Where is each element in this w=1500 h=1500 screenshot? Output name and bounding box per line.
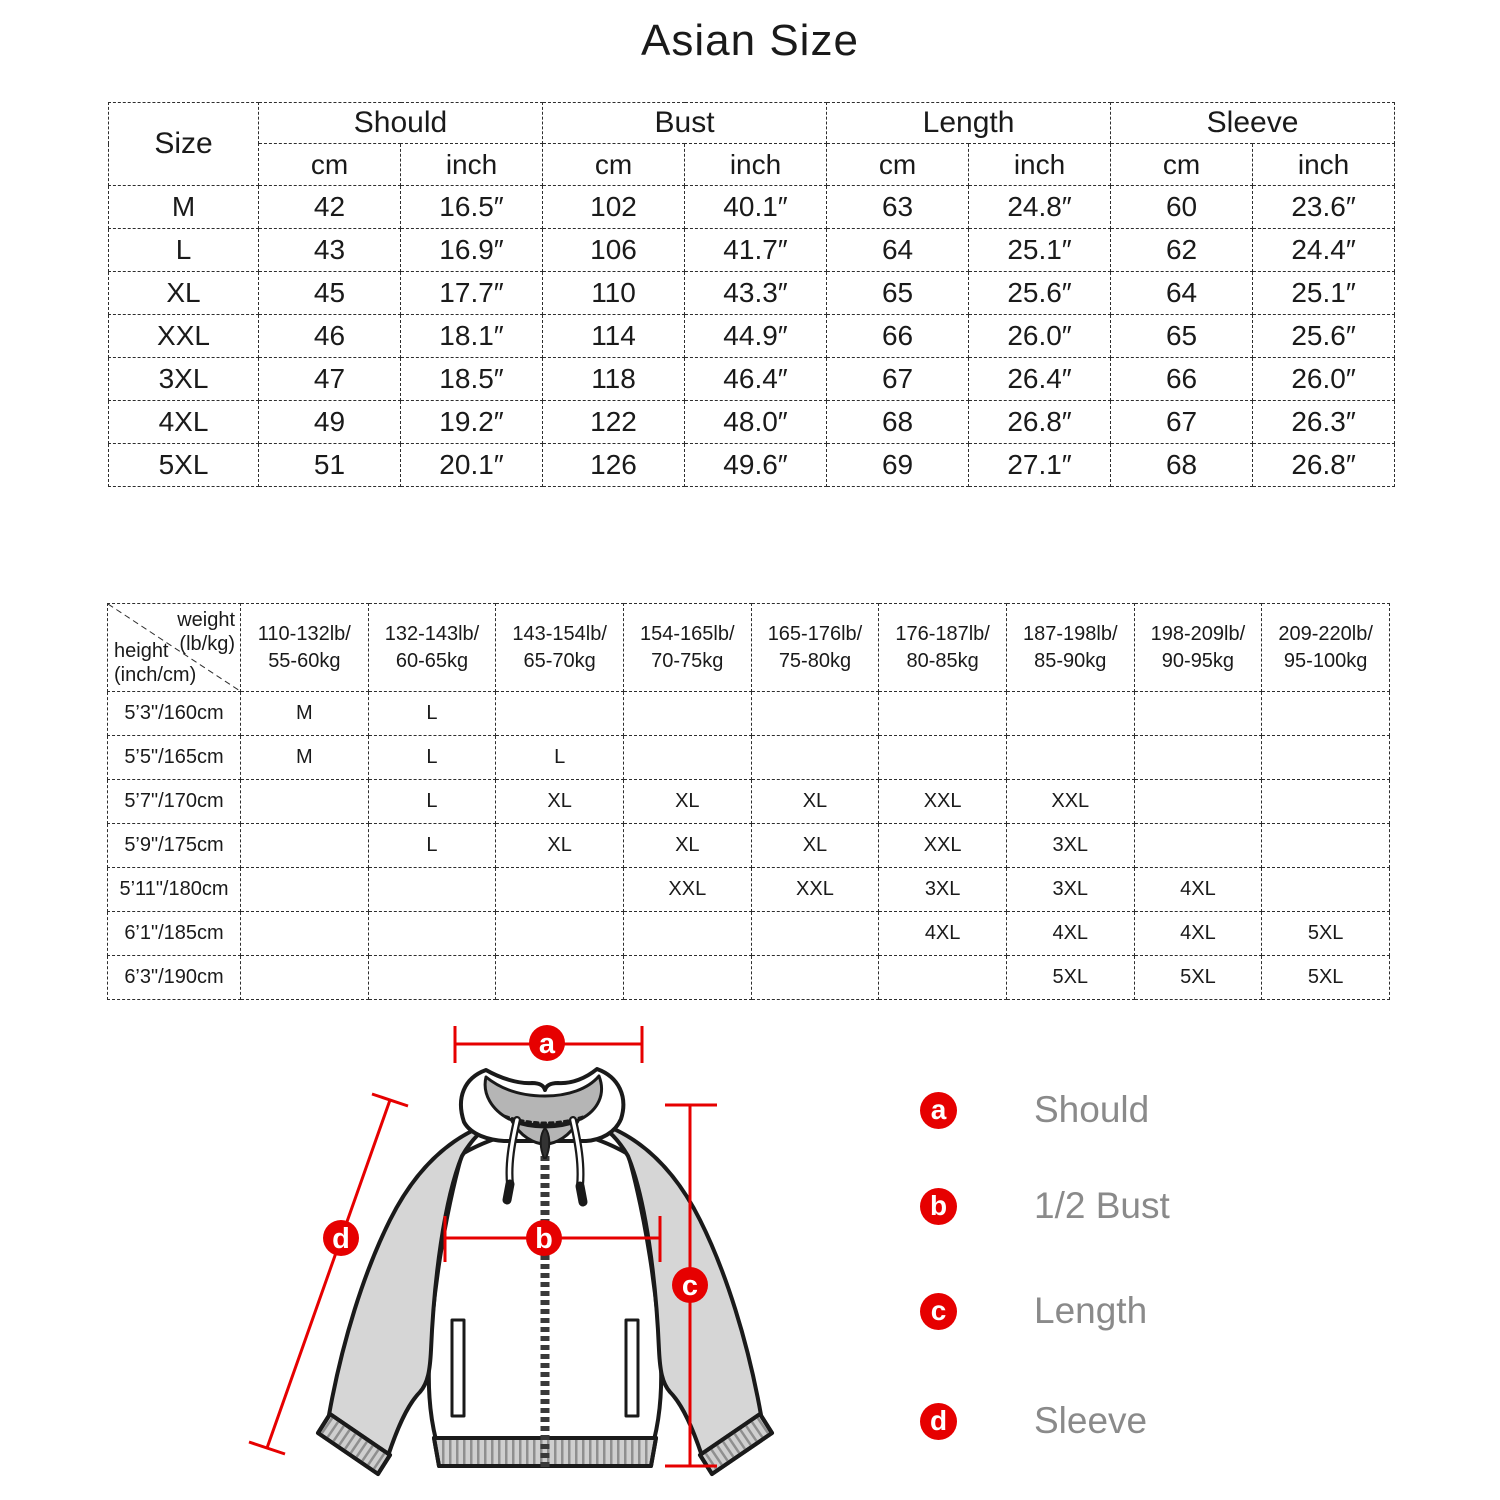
measurement-value-cell: 45 <box>259 272 401 315</box>
measurement-value-cell: 66 <box>827 315 969 358</box>
recommended-size-cell <box>623 912 751 956</box>
recommended-size-cell: 5XL <box>1134 956 1262 1000</box>
fit-row <box>108 912 1390 956</box>
size-table-group-header-row <box>109 103 1395 144</box>
measurement-value-cell: 26.0″ <box>1253 358 1395 401</box>
measurement-value-cell: 126 <box>543 444 685 487</box>
weight-range-lb: 165-176lb/ <box>767 622 863 645</box>
legend-badge-d: d <box>920 1403 957 1440</box>
recommended-size-cell <box>751 956 879 1000</box>
recommended-size-cell: M <box>241 736 369 780</box>
unit-header-inch: inch <box>1253 144 1395 186</box>
recommended-size-cell: XXL <box>879 824 1007 868</box>
measurement-value-cell: 25.1″ <box>1253 272 1395 315</box>
measurement-value-cell: 25.6″ <box>969 272 1111 315</box>
measurement-value-cell: 19.2″ <box>401 401 543 444</box>
recommended-size-cell <box>879 956 1007 1000</box>
size-label-cell: L <box>109 229 259 272</box>
recommended-size-cell: 4XL <box>1134 868 1262 912</box>
recommended-size-cell: 3XL <box>1006 824 1134 868</box>
measurement-value-cell: 20.1″ <box>401 444 543 487</box>
recommended-size-cell <box>241 956 369 1000</box>
recommended-size-cell: XL <box>751 780 879 824</box>
weight-range-header <box>623 604 751 692</box>
recommended-size-cell: 4XL <box>1006 912 1134 956</box>
recommended-size-cell <box>1262 824 1390 868</box>
size-label-cell: 3XL <box>109 358 259 401</box>
measurement-value-cell: 25.1″ <box>969 229 1111 272</box>
weight-range-lb: 154-165lb/ <box>640 622 735 645</box>
recommended-size-cell <box>368 868 496 912</box>
weight-range-lb: 110-132lb/ <box>257 622 351 645</box>
weight-range-header <box>368 604 496 692</box>
recommended-size-cell <box>496 868 624 912</box>
recommended-size-cell: XL <box>496 824 624 868</box>
legend-label-should: Should <box>1034 1089 1150 1130</box>
fit-table-header-row <box>108 604 1390 692</box>
fit-row <box>108 956 1390 1000</box>
weight-range-kg: 75-80kg <box>778 649 852 672</box>
recommended-size-cell: 4XL <box>879 912 1007 956</box>
height-label-cell: 5’5"/165cm <box>108 736 241 780</box>
recommended-size-cell: L <box>368 692 496 736</box>
weight-range-lb: 187-198lb/ <box>1023 622 1118 645</box>
size-table-units-row <box>109 144 1395 186</box>
size-label-cell: XL <box>109 272 259 315</box>
size-column-header: Size <box>109 103 259 186</box>
legend-label-length: Length <box>1034 1290 1148 1331</box>
size-table-body <box>109 186 1395 487</box>
measurement-value-cell: 102 <box>543 186 685 229</box>
asian-size-table <box>108 102 1395 487</box>
recommended-size-cell <box>496 692 624 736</box>
measurement-value-cell: 49 <box>259 401 401 444</box>
weight-range-header <box>751 604 879 692</box>
unit-header-cm: cm <box>259 144 401 186</box>
measurement-value-cell: 48.0″ <box>685 401 827 444</box>
recommended-size-cell: L <box>368 780 496 824</box>
height-label-cell: 5’11"/180cm <box>108 868 241 912</box>
recommended-size-cell <box>1006 692 1134 736</box>
measurement-value-cell: 25.6″ <box>1253 315 1395 358</box>
size-row <box>109 315 1395 358</box>
weight-range-header <box>241 604 369 692</box>
size-row <box>109 444 1395 487</box>
measurement-value-cell: 18.5″ <box>401 358 543 401</box>
weight-range-header <box>496 604 624 692</box>
height-unit: (inch/cm) <box>114 664 197 686</box>
hoodie-measurement-diagram <box>0 1020 1500 1500</box>
weight-word: weight <box>177 609 235 631</box>
recommended-size-cell <box>1134 824 1262 868</box>
unit-header-inch: inch <box>401 144 543 186</box>
recommended-size-cell <box>1262 868 1390 912</box>
group-header-sleeve: Sleeve <box>1111 103 1395 144</box>
legend-badge-c: c <box>920 1293 957 1330</box>
group-header-length: Length <box>827 103 1111 144</box>
page-title: Asian Size <box>641 16 859 65</box>
measurement-value-cell: 43.3″ <box>685 272 827 315</box>
height-label-cell: 5’3"/160cm <box>108 692 241 736</box>
measurement-value-cell: 67 <box>827 358 969 401</box>
weight-range-kg: 65-70kg <box>523 649 596 672</box>
legend-item-sleeve <box>920 1399 1147 1443</box>
size-row <box>109 186 1395 229</box>
measurement-value-cell: 24.8″ <box>969 186 1111 229</box>
measurement-value-cell: 41.7″ <box>685 229 827 272</box>
unit-header-cm: cm <box>1111 144 1253 186</box>
recommended-size-cell <box>368 912 496 956</box>
measurement-value-cell: 65 <box>1111 315 1253 358</box>
fit-table-body <box>108 692 1390 1000</box>
unit-header-cm: cm <box>827 144 969 186</box>
weight-range-header <box>879 604 1007 692</box>
recommended-size-cell: L <box>368 824 496 868</box>
zipper-pull <box>541 1128 550 1158</box>
measurement-value-cell: 26.8″ <box>1253 444 1395 487</box>
size-label-cell: 5XL <box>109 444 259 487</box>
measurement-value-cell: 60 <box>1111 186 1253 229</box>
recommended-size-cell <box>241 912 369 956</box>
weight-range-lb: 209-220lb/ <box>1278 622 1373 645</box>
weight-range-kg: 80-85kg <box>906 649 979 672</box>
recommended-size-cell: XL <box>751 824 879 868</box>
measurement-value-cell: 68 <box>827 401 969 444</box>
drawstring-right-aglet <box>580 1186 583 1202</box>
height-label-cell: 6’1"/185cm <box>108 912 241 956</box>
measurement-value-cell: 118 <box>543 358 685 401</box>
size-label-cell: 4XL <box>109 401 259 444</box>
recommended-size-cell <box>496 956 624 1000</box>
measurement-value-cell: 64 <box>827 229 969 272</box>
weight-range-header <box>1262 604 1390 692</box>
legend-label-half-bust: 1/2 Bust <box>1034 1185 1170 1226</box>
measurement-value-cell: 16.5″ <box>401 186 543 229</box>
height-label-cell: 6’3"/190cm <box>108 956 241 1000</box>
legend-item-length <box>920 1289 1147 1333</box>
recommended-size-cell <box>241 868 369 912</box>
group-header-should: Should <box>259 103 543 144</box>
recommended-size-cell: XL <box>623 780 751 824</box>
weight-range-header <box>1006 604 1134 692</box>
height-label-cell: 5’7"/170cm <box>108 780 241 824</box>
measurement-value-cell: 46 <box>259 315 401 358</box>
recommended-size-cell <box>751 912 879 956</box>
measurement-value-cell: 64 <box>1111 272 1253 315</box>
measurement-value-cell: 65 <box>827 272 969 315</box>
recommended-size-cell <box>241 780 369 824</box>
fit-table-corner-header <box>108 604 241 692</box>
size-row <box>109 229 1395 272</box>
measurement-value-cell: 26.4″ <box>969 358 1111 401</box>
recommended-size-cell <box>1006 736 1134 780</box>
size-row <box>109 358 1395 401</box>
measurement-value-cell: 23.6″ <box>1253 186 1395 229</box>
recommended-size-cell <box>1134 692 1262 736</box>
recommended-size-cell: 4XL <box>1134 912 1262 956</box>
recommended-size-cell <box>241 824 369 868</box>
fit-row <box>108 736 1390 780</box>
marker-letter-c: c <box>681 1270 699 1302</box>
measurement-value-cell: 27.1″ <box>969 444 1111 487</box>
weight-range-lb: 143-154lb/ <box>512 622 607 645</box>
measurement-value-cell: 63 <box>827 186 969 229</box>
weight-range-lb: 132-143lb/ <box>384 622 480 645</box>
unit-header-cm: cm <box>543 144 685 186</box>
recommended-size-cell <box>1262 780 1390 824</box>
measurement-value-cell: 43 <box>259 229 401 272</box>
recommended-size-cell: XXL <box>623 868 751 912</box>
fit-row <box>108 868 1390 912</box>
weight-range-kg: 85-90kg <box>1034 649 1107 672</box>
weight-range-lb: 176-187lb/ <box>895 622 990 645</box>
drawstring-left-aglet <box>507 1184 510 1200</box>
recommended-size-cell <box>1262 736 1390 780</box>
measurement-value-cell: 26.8″ <box>969 401 1111 444</box>
legend-badge-b: b <box>920 1188 957 1225</box>
corner-height-label <box>114 639 196 687</box>
measurement-value-cell: 106 <box>543 229 685 272</box>
measurement-value-cell: 66 <box>1111 358 1253 401</box>
height-weight-fit-table <box>107 603 1390 1000</box>
measurement-value-cell: 18.1″ <box>401 315 543 358</box>
measurement-value-cell: 24.4″ <box>1253 229 1395 272</box>
pocket-slit-right <box>626 1320 638 1416</box>
measurement-value-cell: 40.1″ <box>685 186 827 229</box>
recommended-size-cell <box>623 956 751 1000</box>
fit-row <box>108 780 1390 824</box>
marker-letter-d: d <box>332 1223 350 1255</box>
weight-range-kg: 70-75kg <box>651 649 724 672</box>
fit-row <box>108 824 1390 868</box>
measurement-value-cell: 122 <box>543 401 685 444</box>
measurement-value-cell: 68 <box>1111 444 1253 487</box>
legend-badge-a: a <box>920 1092 957 1129</box>
recommended-size-cell: L <box>368 736 496 780</box>
legend-item-half-bust <box>920 1184 1170 1228</box>
recommended-size-cell <box>751 692 879 736</box>
measurement-value-cell: 51 <box>259 444 401 487</box>
measurement-value-cell: 16.9″ <box>401 229 543 272</box>
recommended-size-cell: 5XL <box>1006 956 1134 1000</box>
height-label-cell: 5’9"/175cm <box>108 824 241 868</box>
weight-range-header <box>1134 604 1262 692</box>
legend-label-sleeve: Sleeve <box>1034 1400 1148 1441</box>
measurement-value-cell: 44.9″ <box>685 315 827 358</box>
marker-letter-a: a <box>538 1028 556 1060</box>
measurement-value-cell: 114 <box>543 315 685 358</box>
recommended-size-cell <box>623 736 751 780</box>
weight-unit: (lb/kg) <box>179 633 235 655</box>
recommended-size-cell: 5XL <box>1262 912 1390 956</box>
recommended-size-cell: 3XL <box>879 868 1007 912</box>
recommended-size-cell: XXL <box>751 868 879 912</box>
recommended-size-cell: L <box>496 736 624 780</box>
measurement-value-cell: 46.4″ <box>685 358 827 401</box>
recommended-size-cell <box>1134 780 1262 824</box>
measurement-value-cell: 67 <box>1111 401 1253 444</box>
recommended-size-cell: M <box>241 692 369 736</box>
measurement-value-cell: 47 <box>259 358 401 401</box>
hoodie-hem-band <box>434 1438 656 1466</box>
unit-header-inch: inch <box>969 144 1111 186</box>
recommended-size-cell <box>879 692 1007 736</box>
weight-range-kg: 90-95kg <box>1161 649 1235 672</box>
size-label-cell: M <box>109 186 259 229</box>
size-row <box>109 401 1395 444</box>
recommended-size-cell: 5XL <box>1262 956 1390 1000</box>
marker-letter-b: b <box>535 1223 553 1255</box>
weight-range-kg: 95-100kg <box>1283 649 1368 672</box>
size-row <box>109 272 1395 315</box>
recommended-size-cell: XXL <box>879 780 1007 824</box>
legend-item-should <box>920 1088 1149 1132</box>
weight-range-lb: 198-209lb/ <box>1150 622 1246 645</box>
weight-range-kg: 55-60kg <box>268 649 341 672</box>
measurement-value-cell: 69 <box>827 444 969 487</box>
height-word: height <box>114 640 169 662</box>
recommended-size-cell: 3XL <box>1006 868 1134 912</box>
size-label-cell: XXL <box>109 315 259 358</box>
measurement-value-cell: 26.3″ <box>1253 401 1395 444</box>
measurement-value-cell: 110 <box>543 272 685 315</box>
measurement-value-cell: 62 <box>1111 229 1253 272</box>
measurement-value-cell: 42 <box>259 186 401 229</box>
recommended-size-cell <box>751 736 879 780</box>
recommended-size-cell <box>1262 692 1390 736</box>
measurement-value-cell: 17.7″ <box>401 272 543 315</box>
recommended-size-cell <box>496 912 624 956</box>
recommended-size-cell <box>623 692 751 736</box>
unit-header-inch: inch <box>685 144 827 186</box>
recommended-size-cell <box>879 736 1007 780</box>
group-header-bust: Bust <box>543 103 827 144</box>
pocket-slit-left <box>452 1320 464 1416</box>
measurement-value-cell: 26.0″ <box>969 315 1111 358</box>
recommended-size-cell <box>368 956 496 1000</box>
recommended-size-cell: XL <box>623 824 751 868</box>
recommended-size-cell: XXL <box>1006 780 1134 824</box>
measurement-value-cell: 49.6″ <box>685 444 827 487</box>
recommended-size-cell <box>1134 736 1262 780</box>
fit-row <box>108 692 1390 736</box>
recommended-size-cell: XL <box>496 780 624 824</box>
weight-range-kg: 60-65kg <box>395 649 469 672</box>
